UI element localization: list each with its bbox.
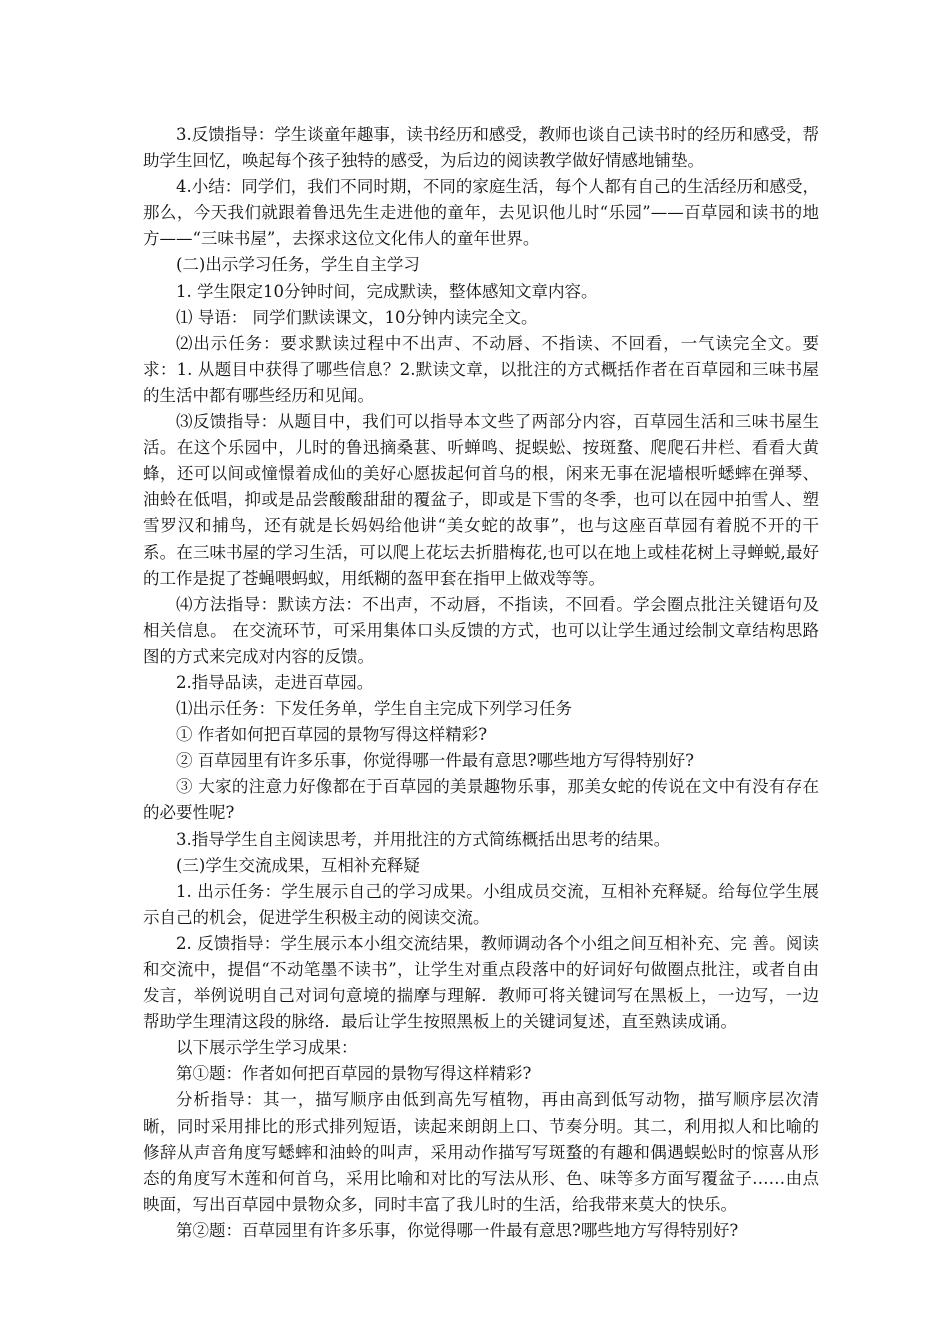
answer-2-question: 第②题：百草园里有许多乐事，你觉得哪一件最有意思?哪些地方写得特别好?: [176, 1220, 739, 1240]
section-heading-2: (二)出示学习任务，学生自主学习: [176, 255, 420, 275]
paragraph-feedback: ⑶反馈指导：从题目中，我们可以指导本文些了两部分内容，百草园生活和三味书屋生活。在这个乐园中，儿时的鲁迅摘桑葚、听蝉鸣、捉蜈蚣、按斑蝥、爬爬石井栏、看看大黄蜂，还可以间或憧憬着成仙的美好心愿拔起何首乌的根，闲来无事在泥墙根听蟋蟀在弹琴、油蛉在低唱，抑或是品尝酸酸甜甜的覆盆子，即或是下雪的冬季，也可以在园中拍雪人、塑雪罗汉和捕鸟，还有就是长妈妈给他讲“美女蛇的故事”，也与这座百草园有着脱不开的干系。在三味书屋的学习生活，可以爬上花坛去折腊梅花,也可以在地上或桂花树上寻蝉蜕,最好的工作是捉了苍蝇喂蚂蚁，用纸糊的盔甲套在指甲上做戏等等。: [143, 412, 819, 588]
question-1: ① 作者如何把百草园的景物写得这样精彩?: [176, 725, 488, 745]
answer-1-analysis: 分析指导：其一，描写顺序由低到高先写植物，再由高到低写动物，描写顺序层次清晰，同时采用排比的形式排列短语，读起来朗朗上口、节奏分明。其二，利用拟人和比喻的修辞从声音角度写蟋蟀和油蛉的叫声，采用动作描写写斑蝥的有趣和偶遇蜈蚣时的惊喜从形态的角度写木莲和何首乌，采用比喻和对比的写法从形、色、味等多方面写覆盆子……由点映面，写出百草园中景物众多，同时丰富了我儿时的生活，给我带来莫大的快乐。: [143, 1090, 819, 1214]
paragraph-method: ⑷方法指导：默读方法：不出声，不动唇，不指读，不回看。学会圈点批注关键语句及相关信息。 在交流环节，可采用集体口头反馈的方式，也可以让学生通过绘制文章结构思路图的方式来完成对内容的反馈。: [143, 594, 819, 666]
paragraph-silent-reading: 1. 学生限定10分钟时间，完成默读，整体感知文章内容。: [176, 281, 598, 301]
paragraph-results-intro: 以下展示学生学习成果：: [176, 1038, 358, 1058]
paragraph-annotation: 3.指导学生自主阅读思考，并用批注的方式简练概括出思考的结果。: [176, 829, 671, 849]
paragraph-intro-words: ⑴ 导语： 同学们默读课文，10分钟内读完全文。: [176, 307, 538, 327]
paragraph-guided-reading: 2.指导品读，走进百草园。: [176, 672, 374, 692]
answer-1-question: 第①题：作者如何把百草园的景物写得这样精彩?: [176, 1064, 532, 1084]
paragraph-summary: 4.小结：同学们，我们不同时期，不同的家庭生活，每个人都有自己的生活经历和感受，那么，今天我们就跟着鲁迅先生走进他的童年，去见识他儿时“乐园”——百草园和读书的地方——“三味书屋”，去探求这位文化伟人的童年世界。: [143, 177, 819, 249]
paragraph-task: ⑵出示任务：要求默读过程中不出声、不动唇、不指读、不回看，一气读完全文。要求：1. 从题目中获得了哪些信息？2.默读文章，以批注的方式概括作者在百草园和三味书屋的生活中都有哪些经历和见闻。: [143, 333, 819, 405]
question-3: ③ 大家的注意力好像都在于百草园的美景趣物乐事，那美女蛇的传说在文中有没有存在的必要性呢?: [143, 777, 819, 823]
paragraph-show-results: 1. 出示任务：学生展示自己的学习成果。小组成员交流，互相补充释疑。给每位学生展示自己的机会，促进学生积极主动的阅读交流。: [143, 881, 819, 927]
paragraph-feedback-2: 2. 反馈指导：学生展示本小组交流结果，教师调动各个小组之间互相补充、完 善。阅读和交流中，提倡“不动笔墨不读书”，让学生对重点段落中的好词好句做圈点批注，或者自由发言，举例说明自己对词句意境的揣摩与理解．教师可将关键词写在黑板上，一边写，一边帮助学生理清这段的脉络．最后让学生按照黑板上的关键词复述，直至熟读成诵。: [143, 933, 819, 1032]
document-body: [143, 122, 819, 1244]
question-2: ② 百草园里有许多乐事，你觉得哪一件最有意思?哪些地方写得特别好?: [176, 751, 694, 771]
paragraph-feedback-guidance: 3.反馈指导：学生谈童年趣事，读书经历和感受，教师也谈自己读书时的经历和感受，帮助学生回忆，唤起每个孩子独特的感受，为后边的阅读教学做好情感地铺垫。: [143, 125, 819, 171]
section-heading-3: (三)学生交流成果，互相补充释疑: [176, 855, 420, 875]
paragraph-task-sheet: ⑴出示任务：下发任务单，学生自主完成下列学习任务: [176, 699, 572, 719]
